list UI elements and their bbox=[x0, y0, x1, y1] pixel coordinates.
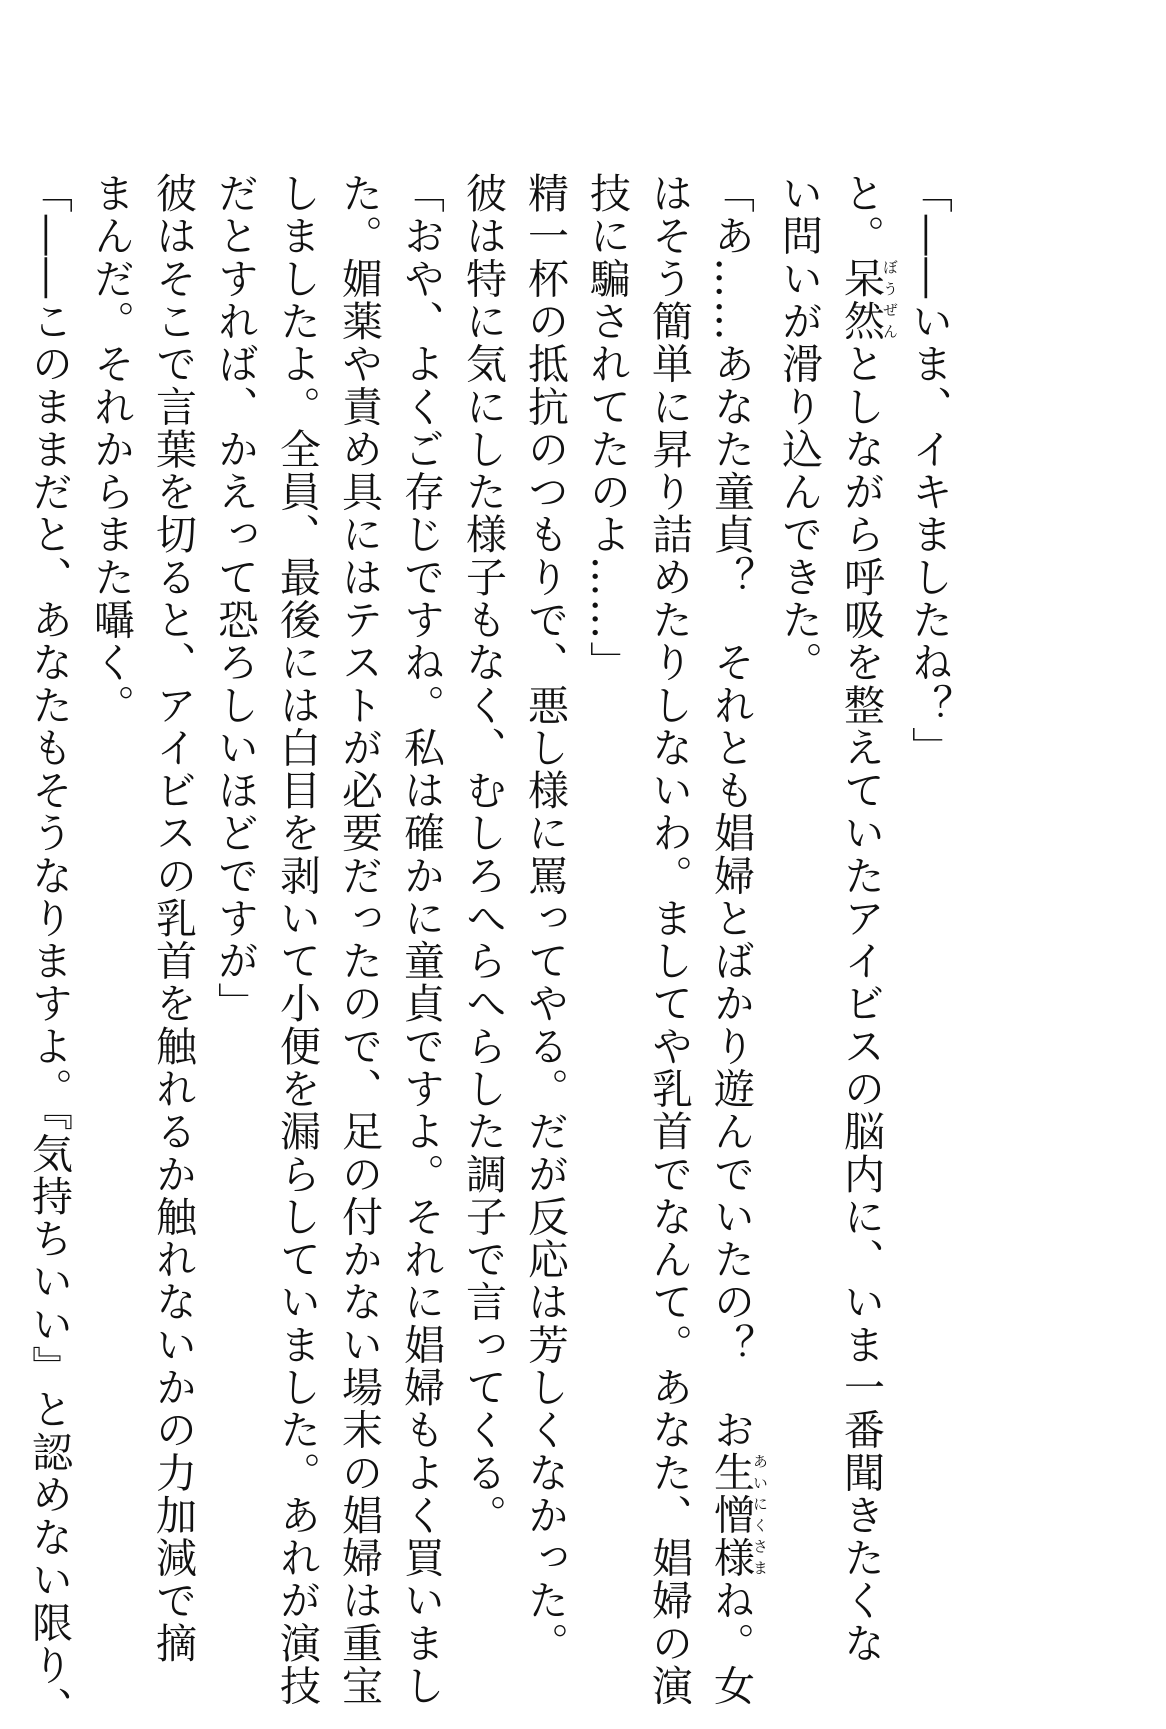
text-line-4-pre: 「あ……あなた童貞？ それとも娼婦とばかり遊んでいたの？ お bbox=[707, 172, 755, 1452]
text-line-9: 「おや、よくご存じですね。私は確かに童貞ですよ。それに娼婦もよく買いまし bbox=[397, 172, 445, 1708]
text-line-7: 精一杯の抵抗のつもりで、悪し様に罵ってやる。だが反応は芳しくなかった。 bbox=[521, 172, 569, 1665]
text-line-8: 彼は特に気にした様子もなく、むしろへらへらした調子で言ってくる。 bbox=[459, 172, 507, 1537]
text-line-3: い問いが滑り込んできた。 bbox=[775, 172, 823, 684]
text-line-11: しましたよ。全員、最後には白目を剥いて小便を漏らしていました。あれが演技 bbox=[273, 172, 321, 1708]
ruby-bozen-reading: ぼうぜん bbox=[881, 257, 899, 343]
text-line-13: 彼はそこで言葉を切ると、アイビスの乳首を触れるか触れないかの力加減で摘 bbox=[149, 172, 197, 1665]
text-line-14: まんだ。それからまた囁く。 bbox=[87, 172, 135, 727]
ruby-ainikusama bbox=[707, 1451, 769, 1580]
text-line-2-post: としながら呼吸を整えていたアイビスの脳内に、いま一番聞きたくな bbox=[837, 342, 885, 1665]
ruby-bozen-base: 呆然 bbox=[837, 257, 885, 343]
text-line-5: はそう簡単に昇り詰めたりしないわ。ましてや乳首でなんて。あなた、娼婦の演 bbox=[645, 172, 693, 1708]
text-line-12: だとすれば、かえって恐ろしいほどですが」 bbox=[211, 172, 259, 1025]
text-line-4 bbox=[700, 172, 769, 1708]
text-line-2-pre: と。 bbox=[837, 172, 885, 258]
ruby-ainikusama-reading: あいにくさま bbox=[751, 1451, 769, 1580]
text-line-10: た。媚薬や責め具にはテストが必要だったので、足の付かない場末の娼婦は重宝 bbox=[335, 172, 383, 1708]
text-line-15: 「――このままだと、あなたもそうなりますよ。『気持ちいい』と認めない限り、 bbox=[25, 172, 73, 1729]
text-line-1: 「――いま、イキましたね？」 bbox=[905, 172, 953, 769]
text-line-4-post: ね。女 bbox=[707, 1579, 755, 1708]
ruby-bozen bbox=[837, 257, 899, 343]
vertical-text-body bbox=[18, 172, 960, 1729]
ruby-ainikusama-base: 生憎様 bbox=[707, 1451, 755, 1580]
text-line-6: 技に騙されてたのよ……」 bbox=[583, 172, 631, 684]
text-line-2 bbox=[830, 172, 899, 1665]
